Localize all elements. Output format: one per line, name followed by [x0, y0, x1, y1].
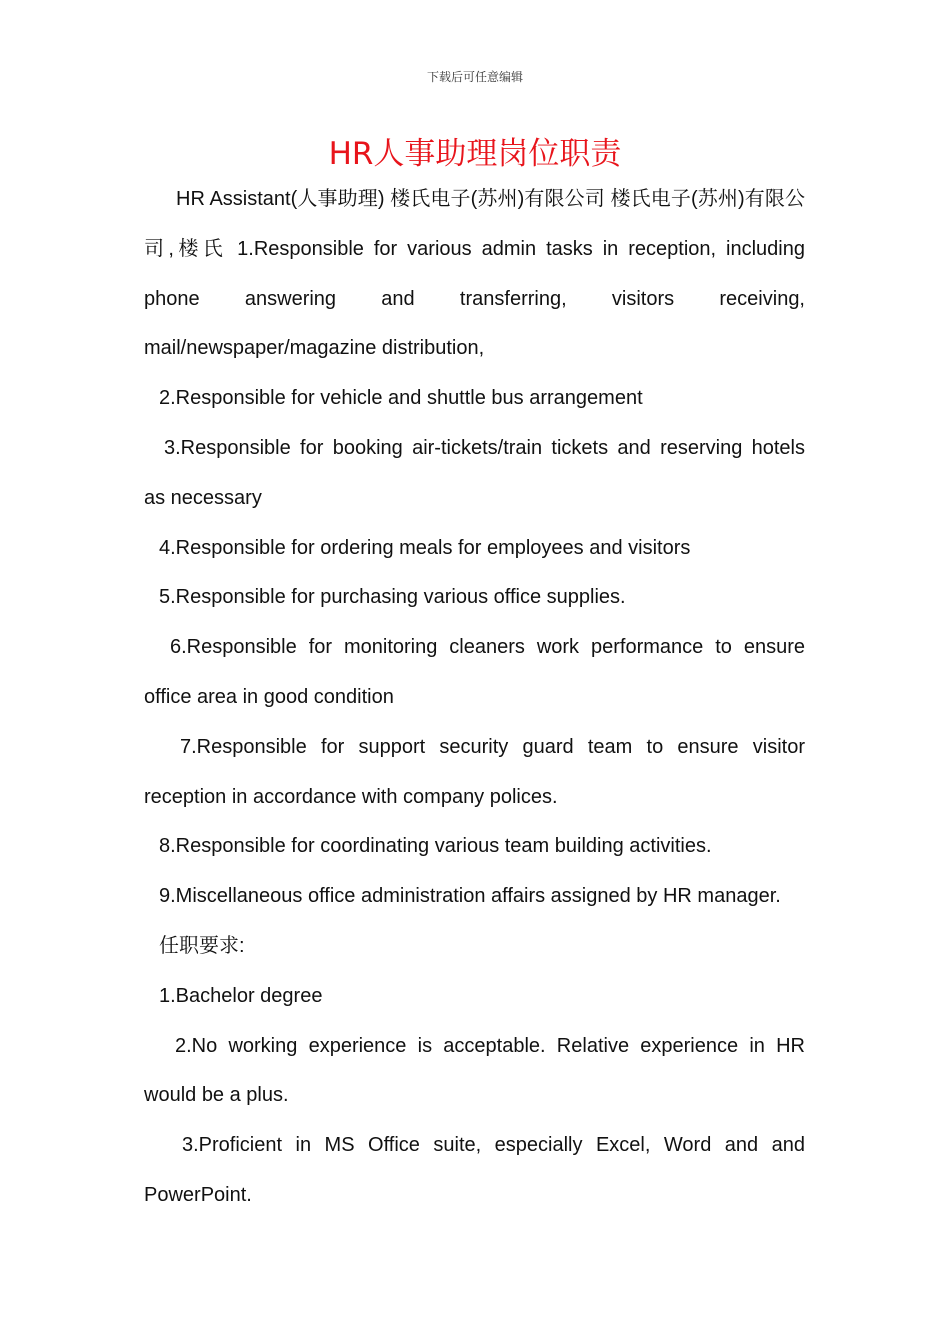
requirements-heading: 任职要求: [159, 934, 245, 957]
duty-item-5: 5.Responsible for purchasing various office supplies. [159, 586, 626, 609]
duty-item-2: 2.Responsible for vehicle and shuttle bus arrangement [159, 387, 643, 410]
duty-item-7: 7.Responsible for support security guard team to ensure visitor reception in accordance with company polices. [144, 735, 805, 808]
header-note: 下载后可任意编辑 [426, 70, 523, 84]
duty-item-8: 8.Responsible for coordinating various team building activities. [159, 835, 712, 858]
intro-paragraph: HR Assistant(人事助理) 楼氏电子(苏州)有限公司 楼氏电子(苏州)有限公司,楼氏 1.Responsible for various admin tasks in reception, including phone answering and transferring, visitors receiving, mail/newspaper/magazine distribution, [144, 188, 805, 360]
document-title: HR人事助理岗位职责 [328, 136, 622, 172]
duty-item-3: 3.Responsible for booking air-tickets/train tickets and reserving hotels as necessary [144, 436, 805, 509]
duty-item-4: 4.Responsible for ordering meals for employees and visitors [159, 536, 691, 559]
duty-item-9: 9.Miscellaneous office administration affairs assigned by HR manager. [159, 885, 781, 908]
duty-item-6: 6.Responsible for monitoring cleaners work performance to ensure office area in good condition [144, 636, 805, 708]
requirement-item-3: 3.Proficient in MS Office suite, especially Excel, Word and and PowerPoint. [144, 1134, 805, 1206]
requirement-item-1: 1.Bachelor degree [159, 984, 323, 1007]
requirement-item-2: 2.No working experience is acceptable. Relative experience in HR would be a plus. [144, 1034, 805, 1107]
document-body [144, 175, 805, 1221]
